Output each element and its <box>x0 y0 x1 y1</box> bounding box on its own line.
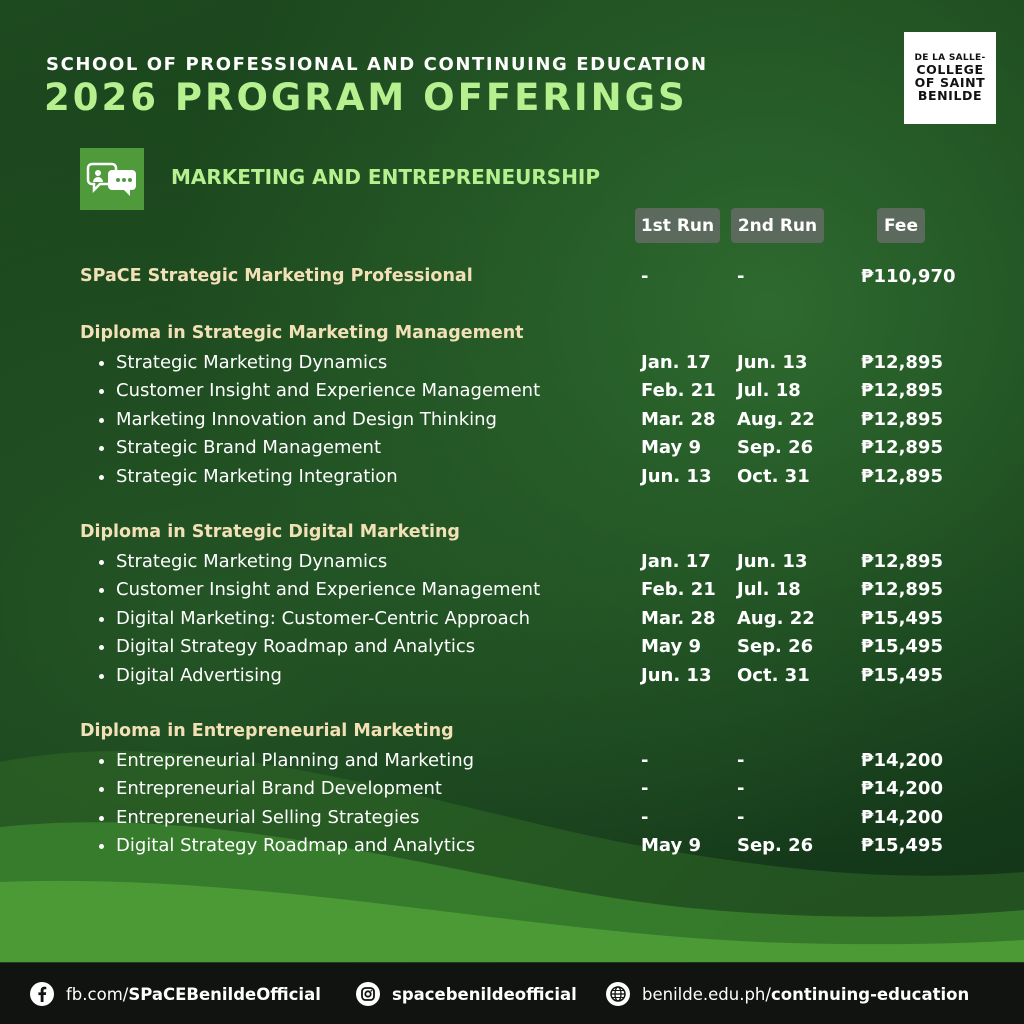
diploma-title: Diploma in Strategic Digital Marketing <box>80 522 460 542</box>
course-row <box>0 551 1024 579</box>
first-run-date: Feb. 21 <box>641 380 716 401</box>
first-run-date: Feb. 21 <box>641 579 716 600</box>
second-run-date: Aug. 22 <box>737 608 815 629</box>
bullet-icon <box>99 844 104 849</box>
bullet-icon <box>99 389 104 394</box>
first-run-date: - <box>641 807 649 828</box>
bullet-icon <box>99 446 104 451</box>
fee: ₱14,200 <box>861 750 943 771</box>
facebook-link[interactable] <box>30 981 321 1007</box>
logo-line: COLLEGE <box>916 62 984 78</box>
course-row <box>0 807 1024 835</box>
fee: ₱12,895 <box>861 380 943 401</box>
column-header-1st-run: 1st Run <box>635 208 720 243</box>
bullet-icon <box>99 361 104 366</box>
diploma-heading <box>0 323 1024 351</box>
website-prefix: benilde.edu.ph/ <box>642 984 771 1004</box>
course-name: Strategic Brand Management <box>116 437 381 458</box>
logo-line: BENILDE <box>917 88 983 104</box>
course-row <box>0 778 1024 806</box>
diploma-title: Diploma in Entrepreneurial Marketing <box>80 721 454 741</box>
bullet-icon <box>99 759 104 764</box>
fee: ₱110,970 <box>861 266 956 287</box>
course-row <box>0 636 1024 664</box>
fee: ₱15,495 <box>861 835 943 856</box>
first-run-date: - <box>641 778 649 799</box>
course-name: Customer Insight and Experience Management <box>116 579 541 600</box>
bullet-icon <box>99 418 104 423</box>
fee: ₱14,200 <box>861 807 943 828</box>
column-header-2nd-run: 2nd Run <box>731 208 824 243</box>
course-row <box>0 579 1024 607</box>
course-row <box>0 466 1024 494</box>
college-logo <box>904 32 996 124</box>
instagram-icon <box>356 982 380 1006</box>
category-title: MARKETING AND ENTREPRENEURSHIP <box>171 165 601 189</box>
fee: ₱12,895 <box>861 551 943 572</box>
logo-line: OF SAINT <box>914 75 986 91</box>
second-run-date: - <box>737 807 745 828</box>
diploma-heading <box>0 721 1024 749</box>
fee: ₱15,495 <box>861 636 943 657</box>
discussion-icon <box>80 148 144 210</box>
course-name: Strategic Marketing Dynamics <box>116 551 388 572</box>
bullet-icon <box>99 787 104 792</box>
fee: ₱15,495 <box>861 608 943 629</box>
course-row <box>0 665 1024 693</box>
course-row <box>0 380 1024 408</box>
first-run-date: - <box>641 750 649 771</box>
second-run-date: Jun. 13 <box>737 551 808 572</box>
second-run-date: Jul. 18 <box>737 380 801 401</box>
first-run-date: Jun. 13 <box>641 665 712 686</box>
fee: ₱12,895 <box>861 409 943 430</box>
fee: ₱12,895 <box>861 466 943 487</box>
second-run-date: - <box>737 266 745 287</box>
instagram-link[interactable] <box>356 981 577 1007</box>
facebook-prefix: fb.com/ <box>66 984 129 1004</box>
program-row <box>0 266 1024 294</box>
course-name: Entrepreneurial Brand Development <box>116 778 442 799</box>
column-header-fee: Fee <box>877 208 925 243</box>
fee: ₱12,895 <box>861 437 943 458</box>
second-run-date: Oct. 31 <box>737 466 810 487</box>
course-name: Digital Advertising <box>116 665 282 686</box>
second-run-date: Sep. 26 <box>737 835 814 856</box>
course-row <box>0 352 1024 380</box>
course-name: Digital Strategy Roadmap and Analytics <box>116 835 476 856</box>
bullet-icon <box>99 475 104 480</box>
second-run-date: - <box>737 750 745 771</box>
second-run-date: Oct. 31 <box>737 665 810 686</box>
footer-bar <box>0 963 1024 1024</box>
course-row <box>0 409 1024 437</box>
logo-line: DE LA SALLE- <box>914 52 986 63</box>
program-name: SPaCE Strategic Marketing Professional <box>80 266 473 286</box>
instagram-handle: spacebenildeofficial <box>392 984 577 1004</box>
first-run-date: Jun. 13 <box>641 466 712 487</box>
bullet-icon <box>99 560 104 565</box>
second-run-date: Aug. 22 <box>737 409 815 430</box>
school-name: SCHOOL OF PROFESSIONAL AND CONTINUING EDUCATION <box>46 54 708 75</box>
second-run-date: Sep. 26 <box>737 636 814 657</box>
second-run-date: Jun. 13 <box>737 352 808 373</box>
diploma-heading <box>0 522 1024 550</box>
fee: ₱12,895 <box>861 352 943 373</box>
first-run-date: May 9 <box>641 437 702 458</box>
course-row <box>0 437 1024 465</box>
second-run-date: - <box>737 778 745 799</box>
course-row <box>0 608 1024 636</box>
course-name: Entrepreneurial Selling Strategies <box>116 807 420 828</box>
bullet-icon <box>99 617 104 622</box>
first-run-date: Mar. 28 <box>641 409 716 430</box>
second-run-date: Jul. 18 <box>737 579 801 600</box>
fee: ₱14,200 <box>861 778 943 799</box>
facebook-handle: SPaCEBenildeOfficial <box>128 984 321 1004</box>
course-name: Strategic Marketing Integration <box>116 466 398 487</box>
bullet-icon <box>99 816 104 821</box>
fee: ₱15,495 <box>861 665 943 686</box>
course-name: Digital Marketing: Customer-Centric Approach <box>116 608 531 629</box>
globe-icon <box>606 982 630 1006</box>
course-name: Digital Strategy Roadmap and Analytics <box>116 636 476 657</box>
website-link[interactable] <box>606 981 969 1007</box>
first-run-date: Jan. 17 <box>641 551 711 572</box>
fee: ₱12,895 <box>861 579 943 600</box>
course-name: Marketing Innovation and Design Thinking <box>116 409 497 430</box>
facebook-icon <box>30 982 54 1006</box>
second-run-date: Sep. 26 <box>737 437 814 458</box>
first-run-date: Jan. 17 <box>641 352 711 373</box>
first-run-date: Mar. 28 <box>641 608 716 629</box>
first-run-date: May 9 <box>641 835 702 856</box>
website-path: continuing-education <box>770 984 970 1004</box>
course-row <box>0 750 1024 778</box>
page-title: 2026 PROGRAM OFFERINGS <box>44 76 688 119</box>
bullet-icon <box>99 588 104 593</box>
first-run-date: - <box>641 266 649 287</box>
course-name: Entrepreneurial Planning and Marketing <box>116 750 475 771</box>
course-name: Customer Insight and Experience Management <box>116 380 541 401</box>
course-row <box>0 835 1024 863</box>
bullet-icon <box>99 645 104 650</box>
bullet-icon <box>99 674 104 679</box>
course-name: Strategic Marketing Dynamics <box>116 352 388 373</box>
first-run-date: May 9 <box>641 636 702 657</box>
diploma-title: Diploma in Strategic Marketing Management <box>80 323 524 343</box>
